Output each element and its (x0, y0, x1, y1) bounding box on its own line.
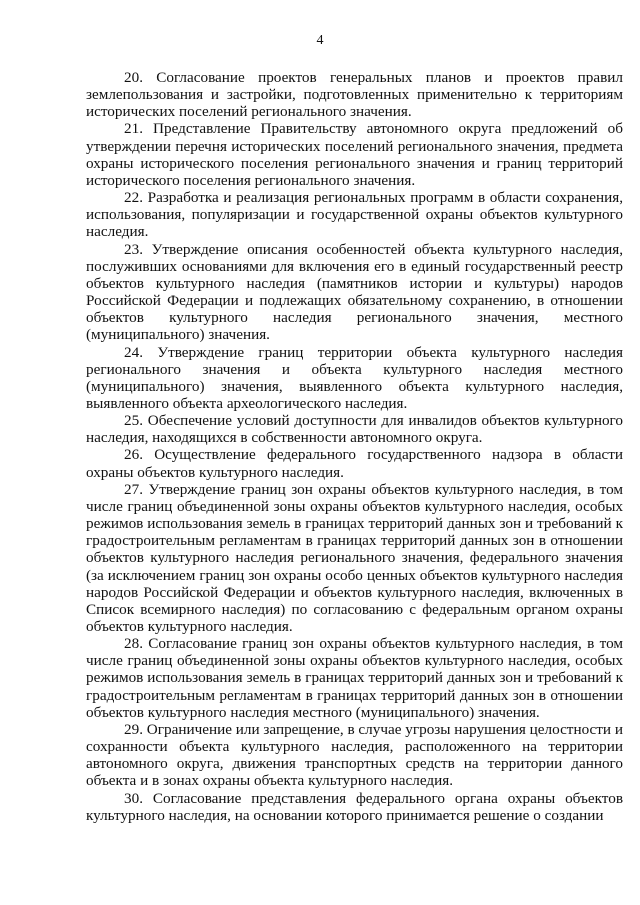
paragraph-item-28: 28. Согласование границ зон охраны объектов культурного наследия, в том числе границ объединенной зоны охраны объектов культурного наследия, особых режимов использования земель в границах территорий данных зон и требований к градостроительным регламентам в границах территорий данных зон в отношении объектов культурного наследия местного (муниципального) значения. (86, 635, 623, 721)
paragraph-item-20: 20. Согласование проектов генеральных планов и проектов правил землепользования и застройки, подготовленных применительно к территориям исторических поселений регионального значения. (86, 69, 623, 121)
paragraph-item-30: 30. Согласование представления федерального органа охраны объектов культурного наследия, на основании которого принимается решение о создании (86, 789, 623, 824)
paragraph-item-25: 25. Обеспечение условий доступности для инвалидов объектов культурного наследия, находящихся в собственности автономного округа. (86, 412, 623, 447)
paragraph-item-29: 29. Ограничение или запрещение, в случае угрозы нарушения целостности и сохранности объекта культурного наследия, расположенного на территории автономного округа, движения транспортных средств на территории данного объекта и в зонах охраны объекта культурного наследия. (86, 720, 623, 790)
paragraph-item-23: 23. Утверждение описания особенностей объекта культурного наследия, послуживших основаниями для включения его в единый государственный реестр объектов культурного наследия (памятников истории и культуры) народов Российской Федерации и подлежащих обязательному сохранению, в отношении объектов культурного наследия регионального значения, местного (муниципального) значения. (86, 240, 623, 344)
paragraph-item-24: 24. Утверждение границ территории объекта культурного наследия регионального значения и объекта культурного наследия местного (муниципального) значения, выявленного объекта культурного наследия, выявленного объекта археологического наследия. (86, 343, 623, 412)
paragraph-item-26: 26. Осуществление федерального государственного надзора в области охраны объектов культурного наследия. (86, 446, 623, 481)
paragraph-item-22: 22. Разработка и реализация региональных программ в области сохранения, использования, популяризации и государственной охраны объектов культурного наследия. (86, 189, 623, 241)
document-body (86, 69, 623, 824)
page-number: 4 (316, 33, 324, 48)
paragraph-item-27: 27. Утверждение границ зон охраны объектов культурного наследия, в том числе границ объединенной зоны охраны объектов культурного наследия, особых режимов использования земель в границах территорий данных зон и требований к градостроительным регламентам в границах территорий данных зон в отношении объектов культурного наследия регионального значения, федерального значения (за исключением границ зон охраны особо ценных объектов культурного наследия народов Российской Федерации и объектов культурного наследия, включенных в Список всемирного наследия) по согласованию с федеральным органом охраны объектов культурного наследия. (86, 480, 623, 635)
paragraph-item-21: 21. Представление Правительству автономного округа предложений об утверждении перечня исторических поселений регионального значения, предмета охраны исторического поселения регионального значения и границ территорий исторического поселения регионального значения. (86, 120, 623, 189)
